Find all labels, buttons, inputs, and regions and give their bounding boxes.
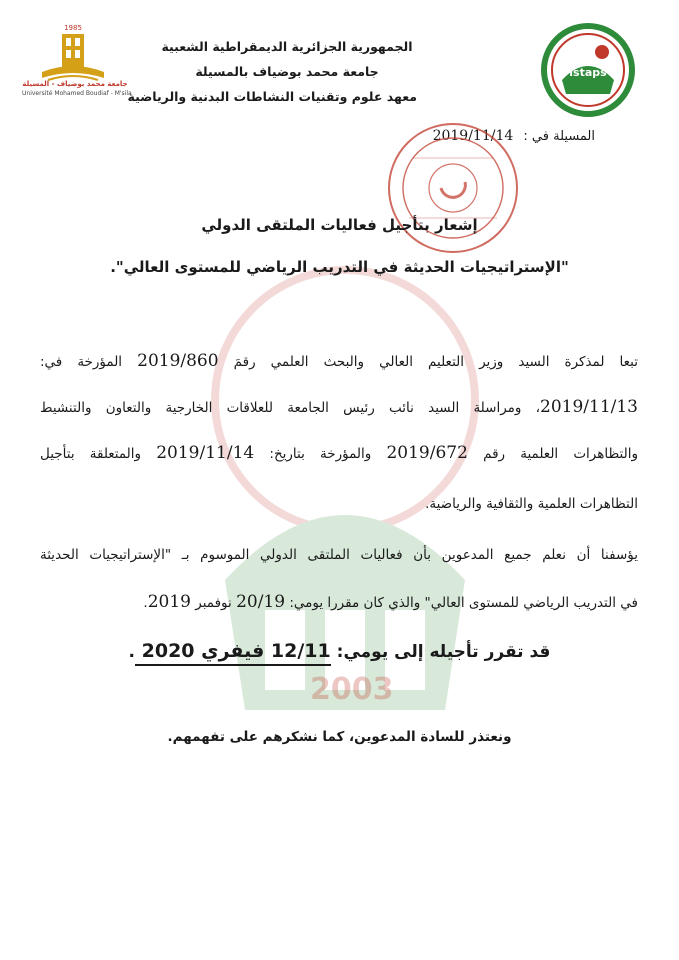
letterhead [127, 34, 417, 109]
new-days: 12/11 [270, 640, 331, 662]
conference-title: "الإستراتيجيات الحديثة في التدريب الرياضي للمستوى العالي". [110, 258, 569, 276]
institute-logo [540, 22, 636, 118]
text-segment: المؤرخة في: [40, 354, 123, 370]
text-segment: والمتعلقة بتأجيل [40, 446, 142, 462]
memo-number: 2019/860 [137, 351, 219, 371]
issue-date: 2019/11/14 [432, 128, 514, 144]
paragraph-1-line-4: التظاهرات العلمية والثقافية والرياضية. [425, 496, 638, 512]
letterhead-line-2: جامعة محمد بوضياف بالمسيلة [195, 64, 379, 79]
notice-title: إشعار بتأجيل فعاليات الملتقى الدولي [201, 216, 478, 234]
text-segment: تبعا لمذكرة السيد وزير التعليم العالي والبحث العلمي رقمَ [233, 354, 638, 370]
text-segment: . [128, 642, 136, 662]
paragraph-1-line-2 [40, 397, 638, 418]
official-stamp [383, 118, 523, 258]
text-segment: ، ومراسلة السيد نائب رئيس الجامعة للعلاقات الخارجية والتعاون والتنشيط [40, 400, 541, 416]
paragraph-2-line-2 [40, 592, 638, 613]
text-segment: والتظاهرات العلمية رقم [483, 446, 639, 462]
text-segment: والمؤرخة بتاريخ: [269, 446, 372, 462]
postponement-decision [0, 640, 679, 662]
new-month: فيفري [201, 640, 265, 662]
correspondence-date: 2019/11/14 [156, 443, 255, 463]
text-segment: في التدريب الرياضي للمستوى العالي" والذي كان مقررا يومي: [289, 595, 638, 611]
paragraph-1-line-1 [40, 351, 638, 372]
original-year: 2019 [147, 592, 191, 612]
paragraph-2-line-1: يؤسفنا أن نعلم جميع المدعوين بأن فعاليات الملتقى الدولي الموسوم بـ "الإستراتيجيات الحديثة [40, 547, 638, 563]
date-label: المسيلة في : [523, 129, 595, 144]
logo-year: 1985 [64, 24, 82, 32]
decision-prefix: قد تقرر تأجيله إلى يومي: [336, 642, 551, 662]
text-segment: . [143, 595, 148, 611]
correspondence-number: 2019/672 [386, 443, 468, 463]
original-month: نوفمبر [195, 595, 232, 611]
letterhead-line-3: معهد علوم وتقنيات النشاطات البدنية والرياضية [127, 89, 417, 104]
closing-sentence: ونعتذر للسادة المدعوين، كما نشكرهم على تفهمهم. [167, 729, 512, 745]
watermark-year: 2003 [310, 672, 394, 707]
letterhead-line-1: الجمهورية الجزائرية الديمقراطية الشعبية [161, 39, 413, 54]
new-year: 2020 [141, 640, 195, 662]
new-date [135, 640, 331, 666]
memo-date: 2019/11/13 [540, 397, 638, 417]
logo-caption-arabic: جامعة محمد بوضياف - المسيلة [22, 80, 128, 88]
original-days: 20/19 [236, 592, 286, 612]
logo-acronym: istaps [569, 66, 607, 79]
logo-caption-french: Université Mohamed Boudiaf - M'sila [22, 90, 132, 97]
paragraph-1-line-3 [40, 443, 638, 464]
